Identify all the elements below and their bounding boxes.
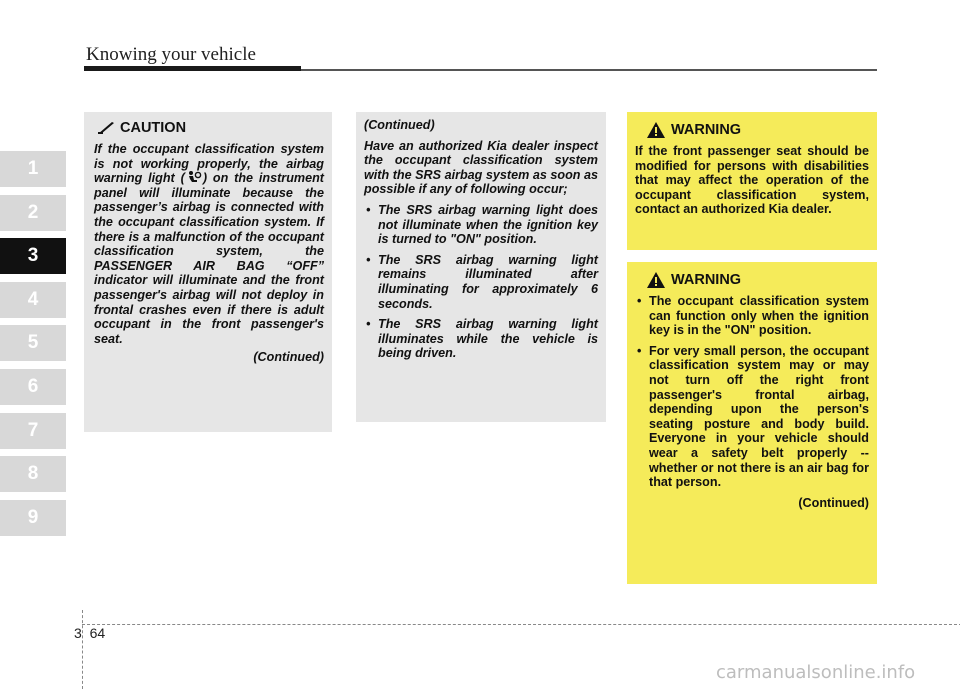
list-item: • The SRS airbag warning light illuminates while the vehicle is being driven. (364, 317, 598, 361)
watermark: carmanualsonline.info (716, 662, 916, 683)
caution-box (84, 112, 332, 432)
list-item: • The occupant classification system can function only when the ignition key is in the "ON" position. (635, 294, 869, 338)
chapter-tab-5[interactable]: 5 (0, 325, 66, 361)
header-rule-dark (84, 66, 301, 71)
chapter-tab-1[interactable]: 1 (0, 151, 66, 187)
continued-box (356, 112, 606, 422)
warning-1-heading-label: WARNING (671, 122, 742, 138)
warning-2-heading (635, 272, 869, 288)
page-number (74, 625, 105, 641)
page-header-title: Knowing your vehicle (86, 44, 256, 65)
caution-heading-label: CAUTION (120, 120, 187, 136)
continued-bullet-list (364, 203, 598, 361)
warning-1-body: If the front passenger seat should be modified for persons with disabilities that may affect the operation of the occupant classification system, contact an authorized Kia dealer. (635, 144, 869, 217)
list-item: • The SRS airbag warning light does not illuminate when the ignition key is turned to "ON" position. (364, 203, 598, 247)
chapter-tab-7[interactable]: 7 (0, 413, 66, 449)
chapter-tab-3[interactable]: 3 (0, 238, 66, 274)
chapter-tab-8[interactable]: 8 (0, 456, 66, 492)
warning-box-2 (627, 262, 877, 584)
caution-continued: (Continued) (253, 350, 324, 365)
warning-box-1 (627, 112, 877, 250)
chapter-tab-4[interactable]: 4 (0, 282, 66, 318)
warning-triangle-icon (647, 272, 665, 288)
warning-1-heading (635, 122, 869, 138)
airbag-occupant-icon (186, 171, 202, 184)
warning-2-heading-label: WARNING (671, 272, 742, 288)
warning-2-bullet-list (635, 294, 869, 490)
continued-intro: Have an authorized Kia dealer inspect the occupant classification system with the SRS airbag system as soon as possible if any of following occur; (364, 138, 598, 197)
caution-heading (94, 120, 324, 136)
warning-2-continued: (Continued) (798, 495, 869, 510)
chapter-tab-2[interactable]: 2 (0, 195, 66, 231)
warning-triangle-icon (647, 122, 665, 138)
chapter-tab-6[interactable]: 6 (0, 369, 66, 405)
caution-body-part1: If the occupant classification system is not working properly, the airbag warning light ( (94, 142, 324, 186)
caution-pencil-icon (98, 122, 114, 134)
list-item: • For very small person, the occupant classification system may or may not turn off the right front passenger's frontal airbag, depending upon the person's seating posture and body build. Everyone in your vehicle should wear a safety belt properly -- whether or not there is an air bag for that person. (635, 344, 869, 490)
page-number-value: 64 (89, 625, 106, 641)
footer-horizontal-rule (82, 624, 960, 625)
list-item: • The SRS airbag warning light remains illuminated after illuminating for approximately 6 seconds. (364, 253, 598, 311)
chapter-tab-9[interactable]: 9 (0, 500, 66, 536)
caution-body (94, 142, 324, 346)
footer-vertical-rule (82, 610, 84, 689)
page-chapter-number: 3 (74, 625, 82, 641)
continued-heading: (Continued) (364, 118, 435, 132)
chapter-tabs (0, 151, 66, 543)
caution-body-part2: ) on the instrument panel will illuminate because the passenger’s airbag is connected with the occupant classification system. If there is a malfunction of the occupant classification system, the PASSENGER AIR BAG “OFF” indicator will illuminate and the front passenger's airbag will not deploy in frontal crashes even if there is adult occupant in the front passenger's seat. (94, 171, 324, 346)
header-rule-light (301, 69, 877, 71)
